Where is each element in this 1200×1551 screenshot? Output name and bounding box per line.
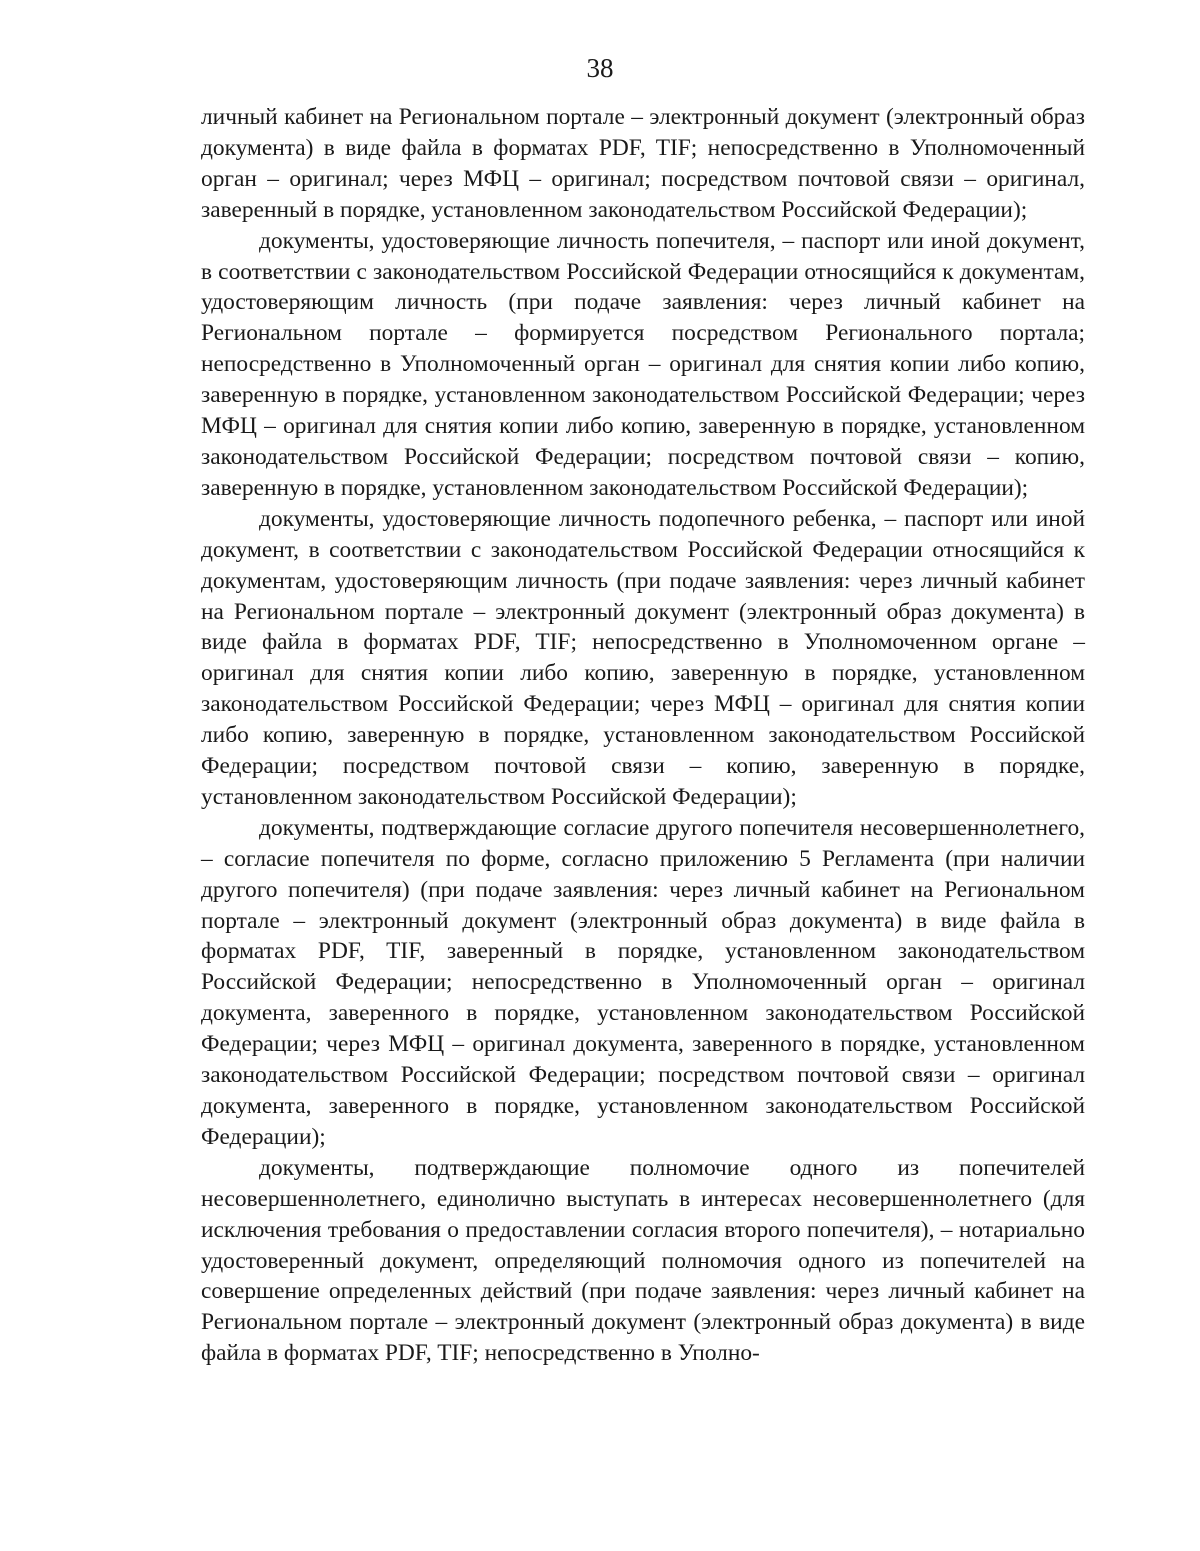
paragraph-continuation: личный кабинет на Региональном портале – электронный документ (электронный образ документа) в виде файла в форматах PDF, TIF; непосредственно в Уполномоченный орган – оригинал; через МФЦ – оригинал; посредством почтовой связи – оригинал, заверенный в порядке, установленном законодательством Российской Федерации); [201,104,1085,223]
document-body [201,102,1085,1369]
page-number: 38 [586,53,614,83]
paragraph-guardian-identity-documents: документы, удостоверяющие личность попечителя, – паспорт или иной документ, в соответствии с законодательством Российской Федерации относящийся к документам, удостоверяющим личность (при подаче заявления: через личный кабинет на Региональном портале – формируется посредством Регионального портала; непосредственно в Уполномоченный орган – оригинал для снятия копии либо копию, заверенную в порядке, установленном законодательством Российской Федерации; через МФЦ – оригинал для снятия копии либо копию, заверенную в порядке, установленном законодательством Российской Федерации; посредством почтовой связи – копию, заверенную в порядке, установленном законодательством Российской Федерации); [201,227,1085,501]
paragraph-child-identity-documents: документы, удостоверяющие личность подопечного ребенка, – паспорт или иной документ, в соответствии с законодательством Российской Федерации относящийся к документам, удостоверяющим личность (при подаче заявления: через личный кабинет на Региональном портале – электронный документ (электронный образ документа) в виде файла в форматах PDF, TIF; непосредственно в Уполномоченном органе – оригинал для снятия копии либо копию, заверенную в порядке, установленном законодательством Российской Федерации; через МФЦ – оригинал для снятия копии либо копию, заверенную в порядке, установленном законодательством Российской Федерации; посредством почтовой связи – копию, заверенную в порядке, установленном законодательством Российской Федерации); [201,505,1085,810]
paragraph-other-guardian-consent: документы, подтверждающие согласие другого попечителя несовершеннолетнего, – согласие попечителя по форме, согласно приложению 5 Регламента (при наличии другого попечителя) (при подаче заявления: через личный кабинет на Региональном портале – электронный документ (электронный образ документа) в виде файла в форматах PDF, TIF, заверенный в порядке, установленном законодательством Российской Федерации; непосредственно в Уполномоченный орган – оригинал документа, заверенного в порядке, установленном законодательством Российской Федерации; через МФЦ – оригинал документа, заверенного в порядке, установленном законодательством Российской Федерации; посредством почтовой связи – оригинал документа, заверенного в порядке, установленном законодательством Российской Федерации); [201,814,1085,1150]
paragraph-sole-guardian-authority: документы, подтверждающие полномочие одного из попечителей несовершеннолетнего, единолично выступать в интересах несовершеннолетнего (для исключения требования о предоставлении согласия второго попечителя), – нотариально удостоверенный документ, определяющий полномочия одного из попечителей на совершение определенных действий (при подаче заявления: через личный кабинет на Региональном портале – электронный документ (электронный образ документа) в виде файла в форматах PDF, TIF; непосредственно в Уполно- [201,1154,1085,1367]
